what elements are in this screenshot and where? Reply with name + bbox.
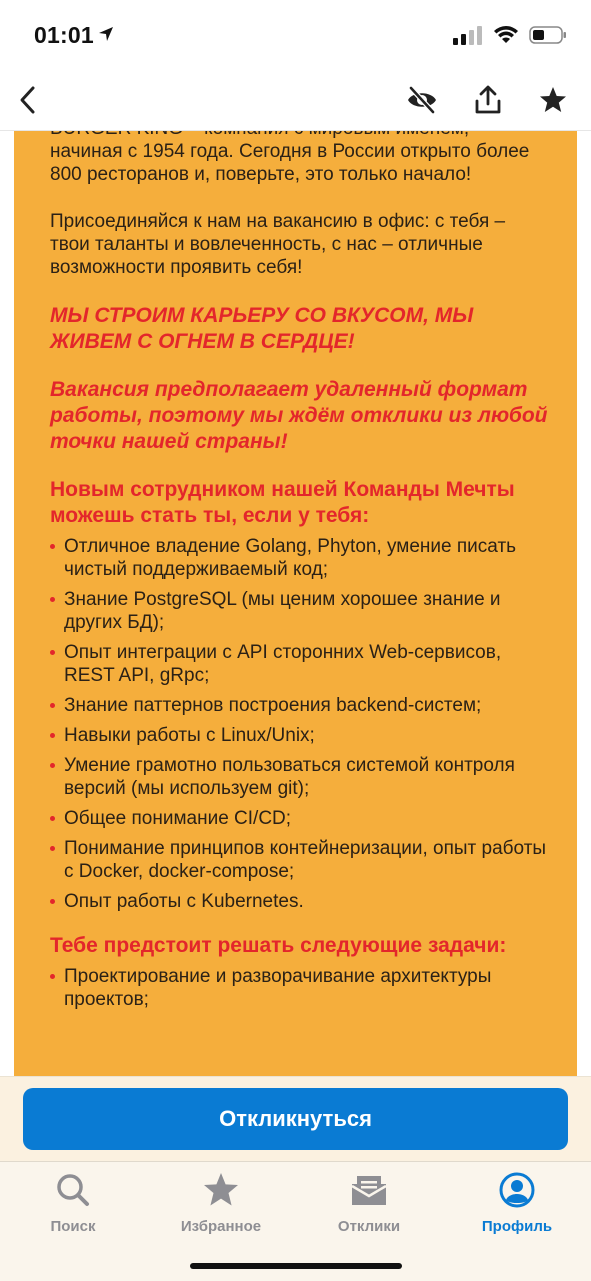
list-item: Знание паттернов построения backend-систем;	[50, 694, 550, 717]
apply-button[interactable]: Откликнуться	[23, 1088, 568, 1150]
wifi-icon	[493, 25, 519, 45]
list-item: Понимание принципов контейнеризации, опыт работы с Docker, docker-compose;	[50, 837, 550, 883]
list-item: Знание PostgreSQL (мы ценим хорошее знание и других БД);	[50, 588, 550, 634]
bullet-icon	[50, 816, 55, 821]
tab-profile[interactable]	[452, 1170, 582, 1235]
apply-bar	[0, 1076, 591, 1162]
intro-rest: начиная с 1954 года. Сегодня в России открыто более 800 ресторанов и, поверьте, это только начало!	[50, 141, 530, 185]
status-bar	[0, 0, 591, 70]
list-item: Опыт интеграции с API сторонних Web-сервисов, REST API, gRpc;	[50, 641, 550, 687]
slogan-remote: Вакансия предполагает удаленный формат работы, поэтому мы ждём отклики из любой точки нашей страны!	[50, 378, 548, 453]
vacancy-content[interactable]	[0, 131, 591, 1076]
location-arrow-icon	[98, 26, 114, 42]
list-item: Проектирование и разворачивание архитектуры проектов;	[50, 965, 550, 1011]
status-time: 01:01	[34, 22, 94, 48]
signal-icon	[453, 25, 483, 45]
list-item: Общее понимание CI/CD;	[50, 807, 550, 830]
tab-responses[interactable]	[304, 1170, 434, 1235]
tab-favorites[interactable]	[156, 1170, 286, 1235]
list-item: Отличное владение Golang, Phyton, умение писать чистый поддерживаемый код;	[50, 535, 550, 581]
tab-label: Избранное	[180, 1218, 262, 1235]
bullet-icon	[50, 763, 55, 768]
favorite-button[interactable]	[535, 82, 571, 118]
star-icon	[202, 1172, 240, 1208]
bullet-icon	[50, 846, 55, 851]
share-button[interactable]	[470, 82, 506, 118]
requirements-heading: Новым сотрудником нашей Команды Мечты можешь стать ты, если у тебя:	[50, 478, 515, 527]
battery-icon	[529, 25, 567, 45]
eye-off-icon	[406, 86, 438, 114]
tasks-list	[50, 965, 550, 1011]
tab-label: Поиск	[50, 1218, 96, 1235]
bullet-icon	[50, 544, 55, 549]
search-icon	[55, 1172, 91, 1208]
tab-label: Профиль	[481, 1218, 553, 1235]
requirements-list	[50, 535, 550, 913]
nav-bar	[0, 70, 591, 131]
tasks-heading: Тебе предстоит решать следующие задачи:	[50, 934, 507, 957]
home-indicator	[190, 1263, 402, 1269]
back-button[interactable]	[10, 82, 46, 118]
list-item: Умение грамотно пользоваться системой контроля версий (мы используем git);	[50, 754, 550, 800]
star-icon	[538, 85, 568, 115]
bullet-icon	[50, 974, 55, 979]
hide-vacancy-button[interactable]	[404, 82, 440, 118]
description-body	[50, 117, 550, 1031]
slogan-career: МЫ СТРОИМ КАРЬЕРУ СО ВКУСОМ, МЫ ЖИВЕМ С ОГНЕМ В СЕРДЦЕ!	[50, 304, 474, 353]
share-icon	[474, 85, 502, 115]
bullet-icon	[50, 733, 55, 738]
vacancy-description-card	[14, 91, 577, 1091]
join-paragraph: Присоединяйся к нам на вакансию в офис: с тебя – твои таланты и вовлеченность, с нас – отличные возможности проявить себя!	[50, 211, 506, 278]
responses-icon	[351, 1172, 387, 1208]
bullet-icon	[50, 703, 55, 708]
profile-icon	[499, 1172, 535, 1208]
list-item: Опыт работы с Kubernetes.	[50, 890, 550, 913]
list-item: Навыки работы с Linux/Unix;	[50, 724, 550, 747]
tab-label: Отклики	[337, 1218, 401, 1235]
bullet-icon	[50, 597, 55, 602]
bullet-icon	[50, 899, 55, 904]
chevron-left-icon	[17, 85, 39, 115]
status-icons	[453, 25, 567, 45]
bullet-icon	[50, 650, 55, 655]
tab-search[interactable]	[8, 1170, 138, 1235]
